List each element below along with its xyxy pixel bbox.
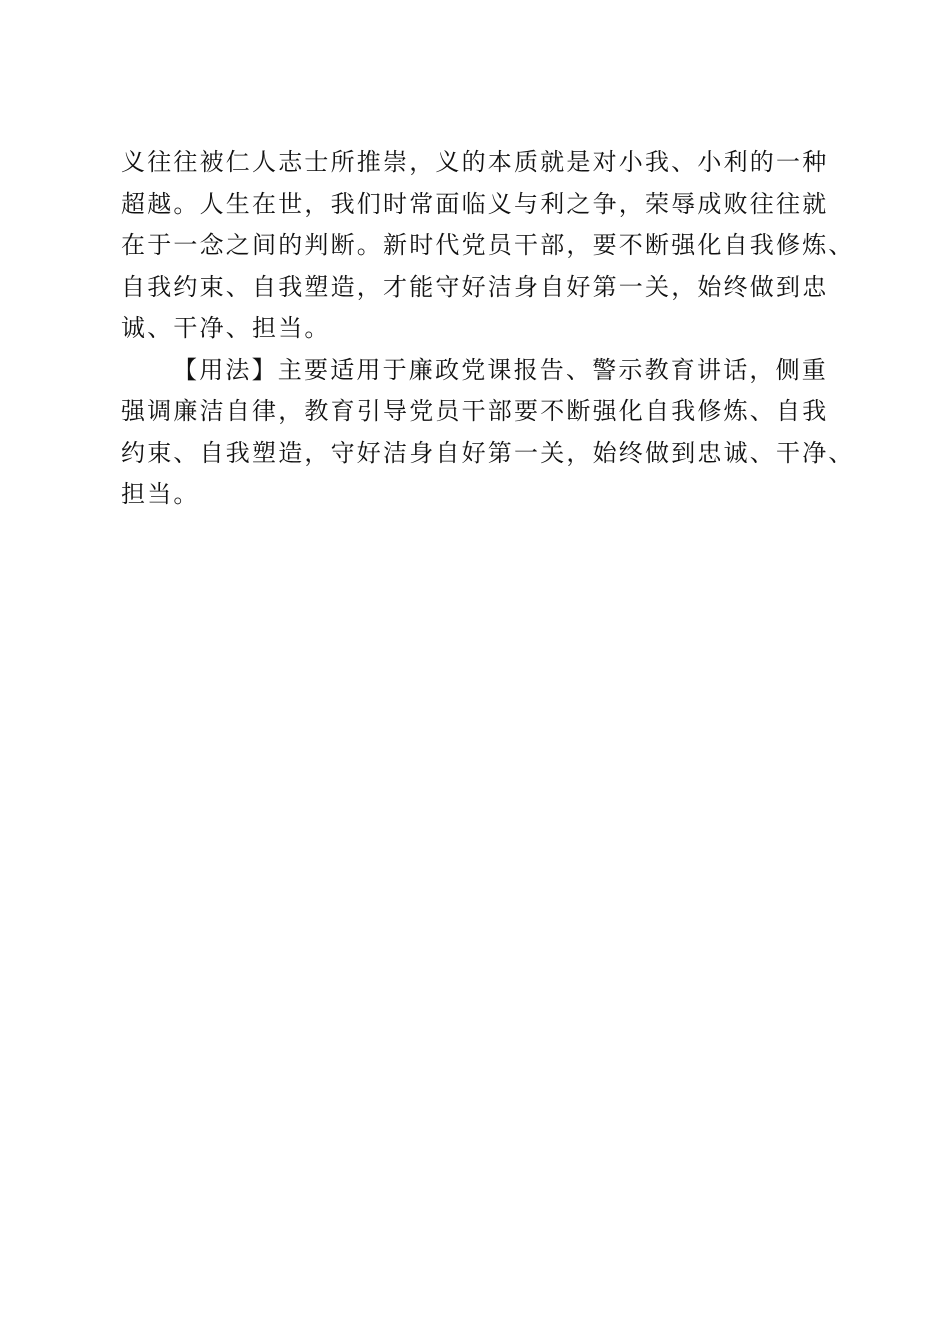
text-line: 义往往被仁人志士所推崇，义的本质就是对小我、小利的一种 bbox=[121, 148, 829, 176]
paragraph-1 bbox=[121, 142, 855, 350]
text-line: 【用法】主要适用于廉政党课报告、警示教育讲话，侧重 bbox=[173, 355, 828, 384]
text-line: 超越。人生在世，我们时常面临义与利之争，荣辱成败往往就 bbox=[121, 189, 829, 218]
text-line: 担当。 bbox=[121, 480, 200, 508]
text-line: 在于一念之间的判断。新时代党员干部，要不断强化自我修炼、 bbox=[121, 231, 855, 259]
text-line: 强调廉洁自律，教育引导党员干部要不断强化自我修炼、自我 bbox=[121, 397, 829, 425]
text-line: 诚、干净、担当。 bbox=[121, 314, 331, 342]
text-line: 约束、自我塑造，守好洁身自好第一关，始终做到忠诚、干净、 bbox=[121, 438, 855, 467]
text-line: 自我约束、自我塑造，才能守好洁身自好第一关，始终做到忠 bbox=[121, 272, 829, 301]
paragraph-2 bbox=[121, 350, 855, 516]
document-body bbox=[121, 142, 855, 516]
